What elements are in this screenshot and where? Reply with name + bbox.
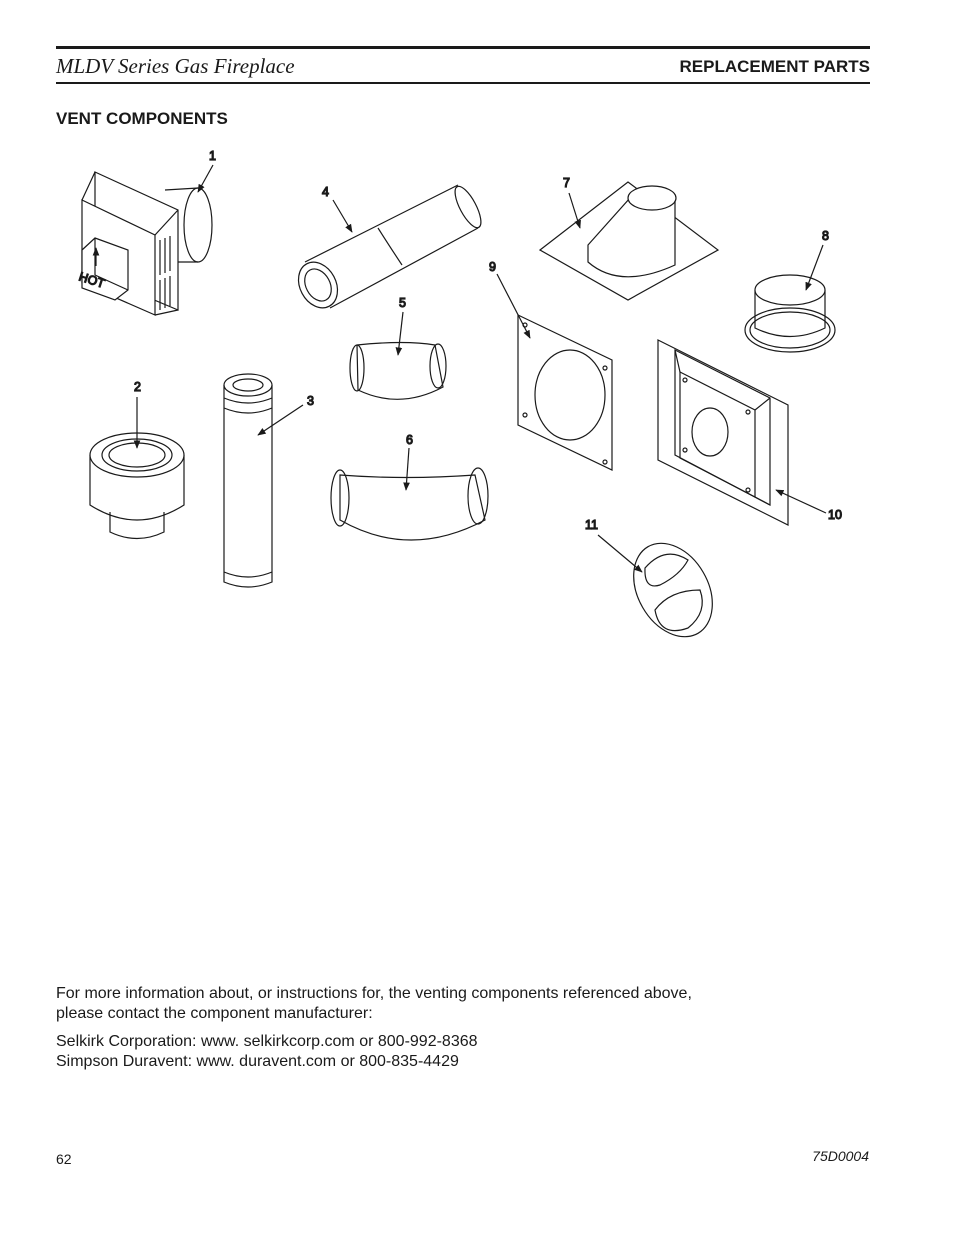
hot-label: HOT: [77, 269, 107, 292]
info-line-2: please contact the component manufacturer:: [56, 1005, 373, 1022]
part-7-roof-flashing: [540, 182, 718, 300]
document-code: 75D0004: [812, 1148, 869, 1164]
callout-3: 3: [307, 394, 314, 408]
page-number: 62: [56, 1151, 72, 1167]
document-title: MLDV Series Gas Fireplace: [56, 54, 295, 78]
callout-2: 2: [134, 380, 141, 394]
callout-9: 9: [489, 260, 496, 274]
callout-5: 5: [399, 296, 406, 310]
part-11-gasket: [618, 529, 729, 651]
part-9-wall-plate: [518, 315, 612, 470]
callout-1: 1: [209, 149, 216, 163]
contact-duravent: Simpson Duravent: www. duravent.com or 800-835-4429: [56, 1053, 459, 1070]
callout-4: 4: [322, 185, 329, 199]
part-4-angled-pipe: [291, 183, 486, 315]
part-3-straight-pipe: [224, 374, 272, 587]
callout-7: 7: [563, 176, 570, 190]
info-line-1: For more information about, or instructions for, the venting components referenced above,: [56, 985, 692, 1002]
contacts-paragraph: [56, 1032, 478, 1072]
callout-6: 6: [406, 433, 413, 447]
callout-8: 8: [822, 229, 829, 243]
contact-selkirk: Selkirk Corporation: www. selkirkcorp.com or 800-992-8368: [56, 1033, 478, 1050]
callout-11: 11: [585, 518, 598, 532]
part-10-firestop-box: [658, 340, 788, 525]
callout-10: 10: [828, 508, 842, 522]
part-6-large-elbow: [331, 468, 488, 540]
part-1-wall-terminal: [82, 172, 212, 315]
section-title: REPLACEMENT PARTS: [679, 57, 870, 76]
part-8-storm-collar: [745, 275, 835, 352]
vent-components-heading: VENT COMPONENTS: [56, 109, 228, 128]
part-2-vertical-cap: [90, 433, 184, 539]
info-paragraph: [56, 984, 692, 1024]
